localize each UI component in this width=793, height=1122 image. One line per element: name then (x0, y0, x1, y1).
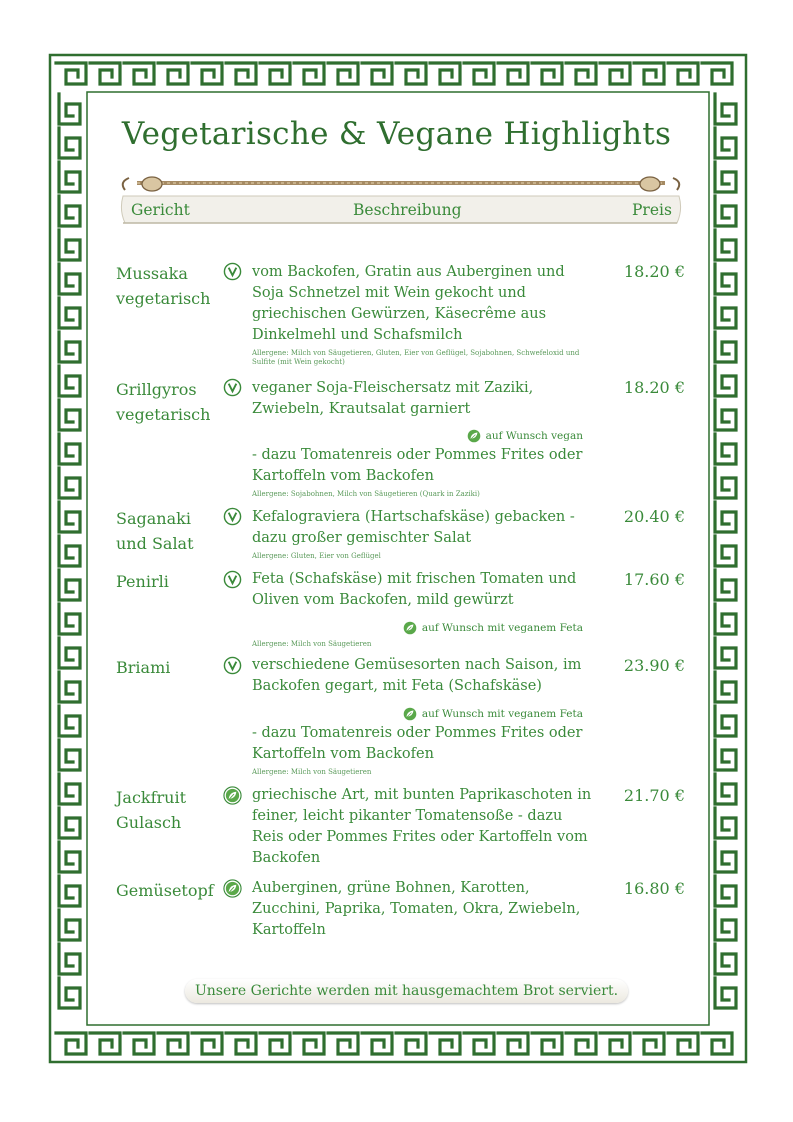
greek-key-unit (715, 706, 736, 736)
dish-description-side: - dazu Tomatenreis oder Pommes Frites oder Kartoffeln vom Backofen (252, 725, 583, 762)
dish-allergens: Allergene: Sojabohnen, Milch von Säugetieren (Quark in Zaziki) (252, 490, 480, 498)
dish-price: 16.80 € (623, 879, 685, 898)
dish-name: Briami (116, 658, 171, 677)
greek-key-unit (715, 672, 736, 702)
vegetarian-v-icon (223, 378, 242, 397)
greek-key-unit (362, 63, 392, 84)
greek-key-unit (260, 1033, 290, 1054)
greek-key-unit (59, 910, 80, 940)
vegan-leaf-icon (223, 786, 242, 805)
greek-key-unit (464, 63, 494, 84)
greek-key-unit (59, 604, 80, 634)
greek-key-unit (715, 978, 736, 1008)
vegan-option-note (403, 621, 583, 635)
greek-key-unit (158, 63, 188, 84)
column-header-bar (117, 176, 685, 228)
greek-key-unit (464, 1033, 494, 1054)
greek-key-unit (59, 570, 80, 600)
greek-key-unit (59, 502, 80, 532)
greek-key-unit (715, 910, 736, 940)
dish-description: Feta (Schafskäse) mit frischen Tomaten und Oliven vom Backofen, mild gewürzt (252, 571, 577, 608)
dish-allergens: Allergene: Milch von Säugetieren, Gluten, Eier von Geflügel, Sojabohnen, Schwefeloxid und Sulfite (mit Wein gekocht) (252, 349, 580, 366)
greek-key-unit (124, 63, 154, 84)
greek-key-unit (715, 264, 736, 294)
vegan-leaf-icon (403, 707, 417, 721)
dish-description: vom Backofen, Gratin aus Auberginen und Soja Schnetzel mit Wein gekocht und griechischen Gewürzen, Käsecrême aus Dinkelmehl und Schafsmilch (252, 264, 565, 343)
greek-key-unit (634, 63, 664, 84)
dish-description: verschiedene Gemüsesorten nach Saison, im Backofen gegart, mit Feta (Schafskäse) (252, 657, 582, 694)
vegetarian-v-icon (223, 507, 242, 526)
greek-key-unit (59, 434, 80, 464)
greek-key-unit (668, 1033, 698, 1054)
greek-key-unit (532, 63, 562, 84)
greek-key-unit (294, 1033, 324, 1054)
greek-key-unit (600, 63, 630, 84)
greek-key-unit (715, 400, 736, 430)
greek-key-unit (430, 1033, 460, 1054)
greek-key-unit (192, 1033, 222, 1054)
dish-allergens: Allergene: Gluten, Eier von Geflügel (252, 552, 381, 560)
greek-key-unit (715, 434, 736, 464)
dish-price: 17.60 € (623, 570, 685, 589)
greek-key-unit (294, 63, 324, 84)
greek-key-unit (634, 1033, 664, 1054)
header-description: Beschreibung (353, 201, 462, 219)
greek-key-unit (59, 196, 80, 226)
vegan-leaf-icon (403, 621, 417, 635)
dish-allergens: Allergene: Milch von Säugetieren (252, 640, 372, 648)
dish-price: 20.40 € (623, 507, 685, 526)
dish-description: veganer Soja-Fleischersatz mit Zaziki, Zwiebeln, Krautsalat garniert (252, 380, 534, 417)
dish-description: Kefalograviera (Hartschafskäse) gebacken - dazu großer gemischter Salat (252, 509, 575, 546)
greek-key-unit (702, 1033, 732, 1054)
greek-key-unit (59, 638, 80, 668)
greek-key-unit (124, 1033, 154, 1054)
greek-key-unit (226, 63, 256, 84)
vegetarian-v-icon (223, 262, 242, 281)
vegan-option-note (467, 429, 583, 443)
greek-key-unit (328, 1033, 358, 1054)
dish-name: Mussaka vegetarisch (116, 264, 211, 308)
greek-key-unit (715, 298, 736, 328)
greek-key-unit (59, 672, 80, 702)
greek-key-unit (715, 638, 736, 668)
greek-key-unit (715, 808, 736, 838)
greek-key-unit (59, 468, 80, 498)
greek-key-unit (59, 740, 80, 770)
greek-key-unit (59, 944, 80, 974)
note-text: auf Wunsch mit veganem Feta (421, 622, 583, 634)
greek-key-unit (715, 876, 736, 906)
greek-key-unit (56, 63, 86, 84)
dish-price: 18.20 € (623, 262, 685, 281)
greek-key-unit (715, 230, 736, 260)
greek-key-unit (59, 536, 80, 566)
greek-key-unit (59, 230, 80, 260)
greek-key-unit (59, 298, 80, 328)
greek-key-unit (59, 774, 80, 804)
header-price: Preis (632, 201, 672, 219)
dish-price: 21.70 € (623, 786, 685, 805)
header-dish: Gericht (131, 201, 190, 219)
vegetarian-v-icon (223, 570, 242, 589)
greek-key-unit (59, 332, 80, 362)
bread-note-banner: Unsere Gerichte werden mit hausgemachtem Brot serviert. (185, 979, 628, 1003)
dish-name: Saganaki und Salat (116, 509, 194, 553)
greek-key-unit (715, 332, 736, 362)
greek-key-unit (396, 63, 426, 84)
greek-key-unit (59, 978, 80, 1008)
greek-key-unit (56, 1033, 86, 1054)
greek-key-unit (715, 536, 736, 566)
greek-key-unit (90, 1033, 120, 1054)
greek-key-unit (430, 63, 460, 84)
greek-key-unit (59, 876, 80, 906)
dish-description-side: - dazu Tomatenreis oder Pommes Frites oder Kartoffeln vom Backofen (252, 447, 583, 484)
dish-price: 18.20 € (623, 378, 685, 397)
dish-name: Jackfruit Gulasch (116, 788, 187, 832)
note-text: auf Wunsch mit veganem Feta (421, 708, 583, 720)
greek-key-unit (715, 740, 736, 770)
greek-key-unit (396, 1033, 426, 1054)
greek-key-unit (715, 366, 736, 396)
greek-key-unit (566, 1033, 596, 1054)
greek-key-unit (715, 842, 736, 872)
greek-key-unit (328, 63, 358, 84)
dish-name: Grillgyros vegetarisch (116, 380, 211, 424)
vegetarian-v-icon (223, 656, 242, 675)
greek-key-unit (158, 1033, 188, 1054)
greek-key-unit (260, 63, 290, 84)
dish-description: Auberginen, grüne Bohnen, Karotten, Zucchini, Paprika, Tomaten, Okra, Zwiebeln, Kartoffeln (252, 880, 581, 938)
greek-key-unit (715, 196, 736, 226)
greek-key-unit (59, 264, 80, 294)
greek-key-unit (715, 604, 736, 634)
note-text: auf Wunsch vegan (485, 430, 583, 442)
page-title: Vegetarische & Vegane Highlights (121, 116, 672, 152)
greek-key-unit (59, 366, 80, 396)
greek-key-unit (566, 63, 596, 84)
greek-key-unit (59, 706, 80, 736)
greek-key-unit (715, 944, 736, 974)
greek-key-unit (59, 842, 80, 872)
dish-name: Gemüsetopf (116, 881, 214, 900)
greek-key-unit (498, 63, 528, 84)
dish-price: 23.90 € (623, 656, 685, 675)
greek-key-unit (362, 1033, 392, 1054)
dish-description: griechische Art, mit bunten Paprikaschoten in feiner, leicht pikanter Tomatensoße - dazu Reis oder Pommes Frites oder Kartoffeln vom Backofen (252, 787, 592, 866)
dish-allergens: Allergene: Milch von Säugetieren (252, 768, 372, 776)
greek-key-unit (715, 162, 736, 192)
greek-key-unit (715, 774, 736, 804)
greek-key-unit (59, 808, 80, 838)
greek-key-unit (715, 570, 736, 600)
dish-name: Penirli (116, 572, 169, 591)
vegan-leaf-icon (223, 879, 242, 898)
greek-key-unit (90, 63, 120, 84)
greek-key-unit (668, 63, 698, 84)
greek-key-unit (59, 162, 80, 192)
greek-key-unit (59, 400, 80, 430)
greek-key-unit (715, 502, 736, 532)
vegan-leaf-icon (467, 429, 481, 443)
greek-key-unit (600, 1033, 630, 1054)
vegan-option-note (403, 707, 583, 721)
greek-key-unit (498, 1033, 528, 1054)
greek-key-unit (226, 1033, 256, 1054)
greek-key-unit (192, 63, 222, 84)
greek-key-unit (715, 468, 736, 498)
greek-key-unit (702, 63, 732, 84)
greek-key-unit (532, 1033, 562, 1054)
